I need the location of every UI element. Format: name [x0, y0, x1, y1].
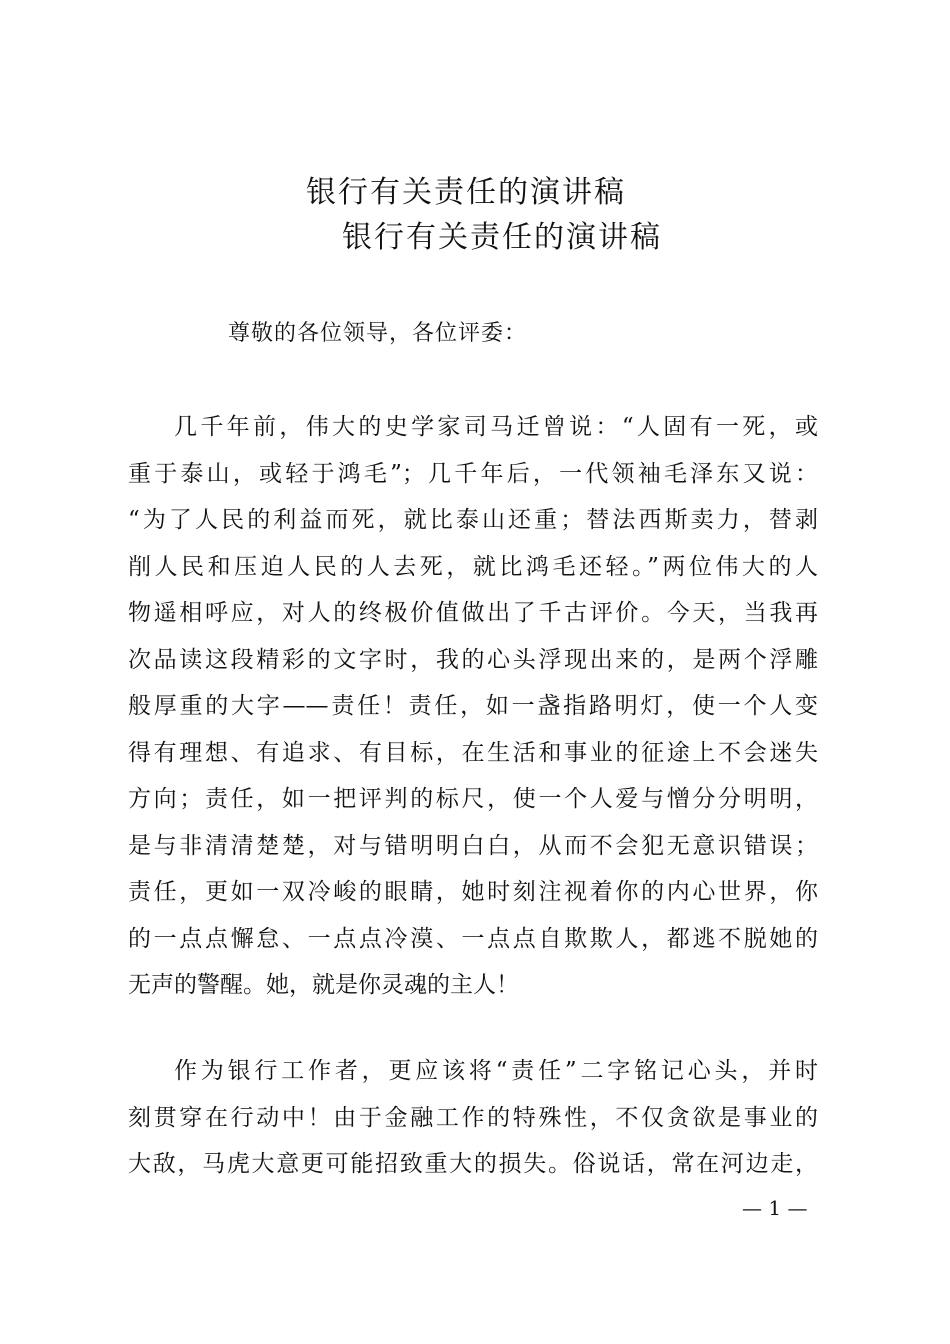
paragraph-line: 大敌，马虎大意更可能招致重大的损失。俗说话，常在河边走， — [128, 1151, 818, 1177]
paragraph-line: 无声的警醒。她，就是你灵魂的主人！ — [128, 972, 519, 998]
paragraph-line: 次品读这段精彩的文字时，我的心头浮现出来的，是两个浮雕 — [128, 646, 818, 673]
greeting: 尊敬的各位领导，各位评委： — [228, 321, 528, 346]
paragraph-line: 方向；责任，如一把评判的标尺，使一个人爱与憎分分明明， — [128, 786, 818, 812]
title-line-2: 银行有关责任的演讲稿 — [342, 220, 662, 255]
paragraph-line: 责任，更如一双冷峻的眼睛，她时刻注视着你的内心世界，你 — [128, 879, 818, 905]
title-line-1: 银行有关责任的演讲稿 — [306, 175, 626, 210]
paragraph-line: 般厚重的大字——责任！责任，如一盏指路明灯，使一个人变 — [128, 693, 818, 719]
paragraph-1 — [128, 404, 818, 1009]
paragraph-line: 削人民和压迫人民的人去死，就比鸿毛还轻。”两位伟大的人 — [128, 553, 818, 580]
paragraph-line: 作为银行工作者，更应该将“责任”二字铭记心头，并时 — [174, 1058, 818, 1084]
paragraph-line: 是与非清清楚楚，对与错明明白白，从而不会犯无意识错误； — [128, 832, 818, 859]
paragraph-line: 物遥相呼应，对人的终极价值做出了千古评价。今天，当我再 — [128, 600, 818, 626]
paragraph-line: 得有理想、有追求、有目标，在生活和事业的征途上不会迷失 — [128, 739, 818, 766]
page-number: — 1 — — [742, 1196, 808, 1220]
paragraph-line: 的一点点懈怠、一点点冷漠、一点点自欺欺人，都逃不脱她的 — [128, 925, 818, 952]
paragraph-line: 刻贯穿在行动中！由于金融工作的特殊性，不仅贪欲是事业的 — [128, 1104, 818, 1131]
paragraph-line: 重于泰山，或轻于鸿毛”；几千年后，一代领袖毛泽东又说： — [128, 460, 818, 487]
paragraph-2 — [128, 1048, 818, 1188]
paragraph-line: 几千年前，伟大的史学家司马迁曾说：“人固有一死，或 — [174, 414, 818, 440]
paragraph-line: “为了人民的利益而死，就比泰山还重；替法西斯卖力，替剥 — [128, 507, 818, 533]
